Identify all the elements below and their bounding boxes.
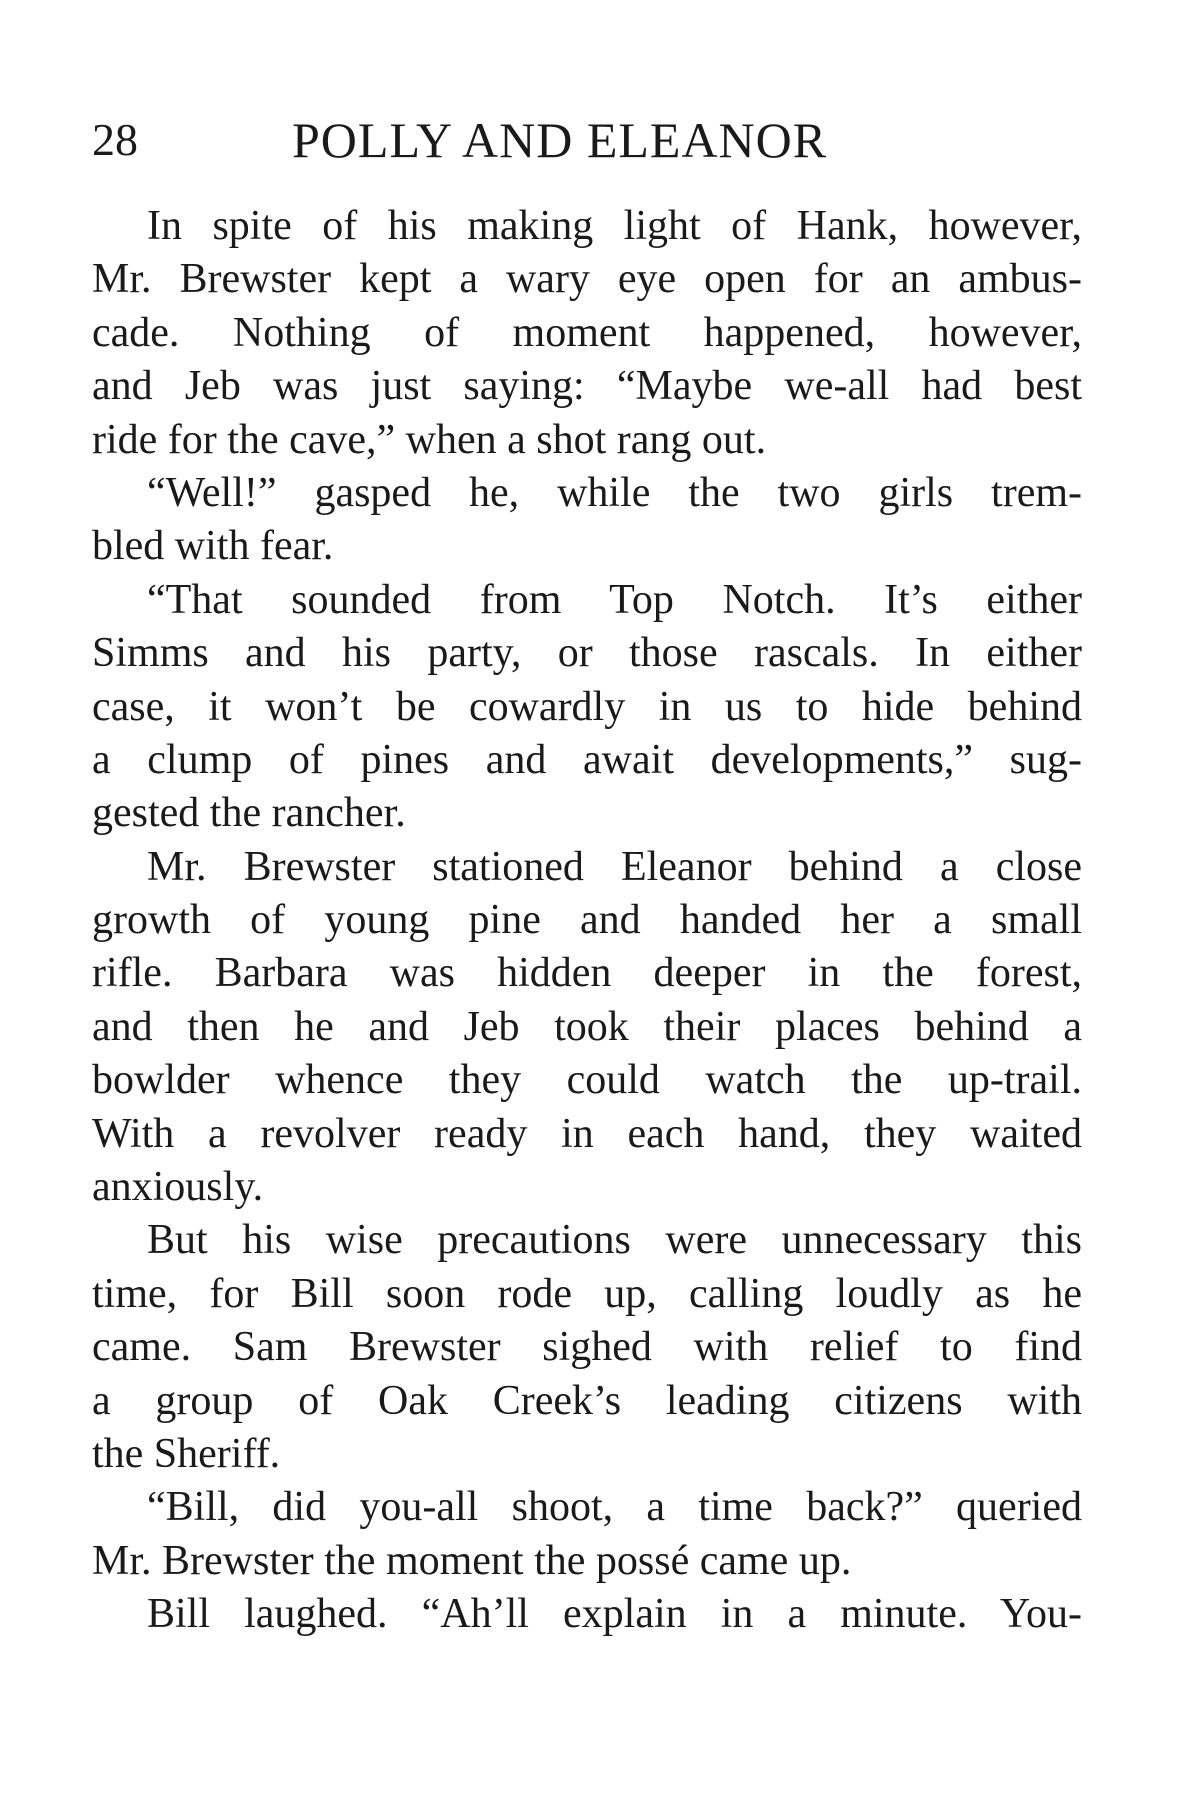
text-line: a clump of pines and await developments,” sug- bbox=[92, 736, 1082, 783]
text-line: “That sounded from Top Notch. It’s either bbox=[147, 576, 1082, 623]
text-line: growth of young pine and handed her a small bbox=[92, 897, 1082, 944]
text-line: the Sheriff. bbox=[92, 1430, 281, 1477]
text-line: “Well!” gasped he, while the two girls trem- bbox=[147, 469, 1082, 516]
text-line: Mr. Brewster the moment the possé came up. bbox=[92, 1537, 852, 1584]
text-line: In spite of his making light of Hank, however, bbox=[147, 203, 1082, 249]
running-head: POLLY AND ELEANOR bbox=[292, 112, 828, 168]
text-line: came. Sam Brewster sighed with relief to find bbox=[92, 1324, 1082, 1371]
page-header bbox=[92, 108, 1092, 172]
text-line: anxiously. bbox=[92, 1164, 264, 1211]
text-line: Bill laughed. “Ah’ll explain in a minute. You- bbox=[147, 1591, 1082, 1638]
text-line: a group of Oak Creek’s leading citizens with bbox=[92, 1377, 1082, 1424]
text-line: “Bill, did you-all shoot, a time back?” queried bbox=[147, 1484, 1082, 1531]
text-line: With a revolver ready in each hand, they waited bbox=[92, 1110, 1082, 1157]
text-line: Mr. Brewster stationed Eleanor behind a close bbox=[147, 843, 1082, 890]
text-line: ride for the cave,” when a shot rang out. bbox=[92, 416, 767, 463]
text-line: But his wise precautions were unnecessary this bbox=[147, 1217, 1082, 1264]
body-text bbox=[92, 200, 1082, 1642]
text-line: gested the rancher. bbox=[92, 790, 406, 837]
text-line: bled with fear. bbox=[92, 523, 334, 570]
text-line: Mr. Brewster kept a wary eye open for an ambus- bbox=[92, 256, 1082, 303]
text-line: and Jeb was just saying: “Maybe we-all had best bbox=[92, 363, 1082, 410]
text-line: Simms and his party, or those rascals. In either bbox=[92, 630, 1082, 677]
text-line: bowlder whence they could watch the up-trail. bbox=[92, 1057, 1082, 1104]
text-line: and then he and Jeb took their places behind a bbox=[92, 1003, 1082, 1050]
page-number: 28 bbox=[92, 114, 138, 165]
text-line: rifle. Barbara was hidden deeper in the forest, bbox=[92, 950, 1082, 997]
text-line: case, it won’t be cowardly in us to hide behind bbox=[92, 683, 1082, 730]
text-line: cade. Nothing of moment happened, however, bbox=[92, 309, 1082, 356]
text-line: time, for Bill soon rode up, calling loudly as he bbox=[92, 1270, 1082, 1317]
